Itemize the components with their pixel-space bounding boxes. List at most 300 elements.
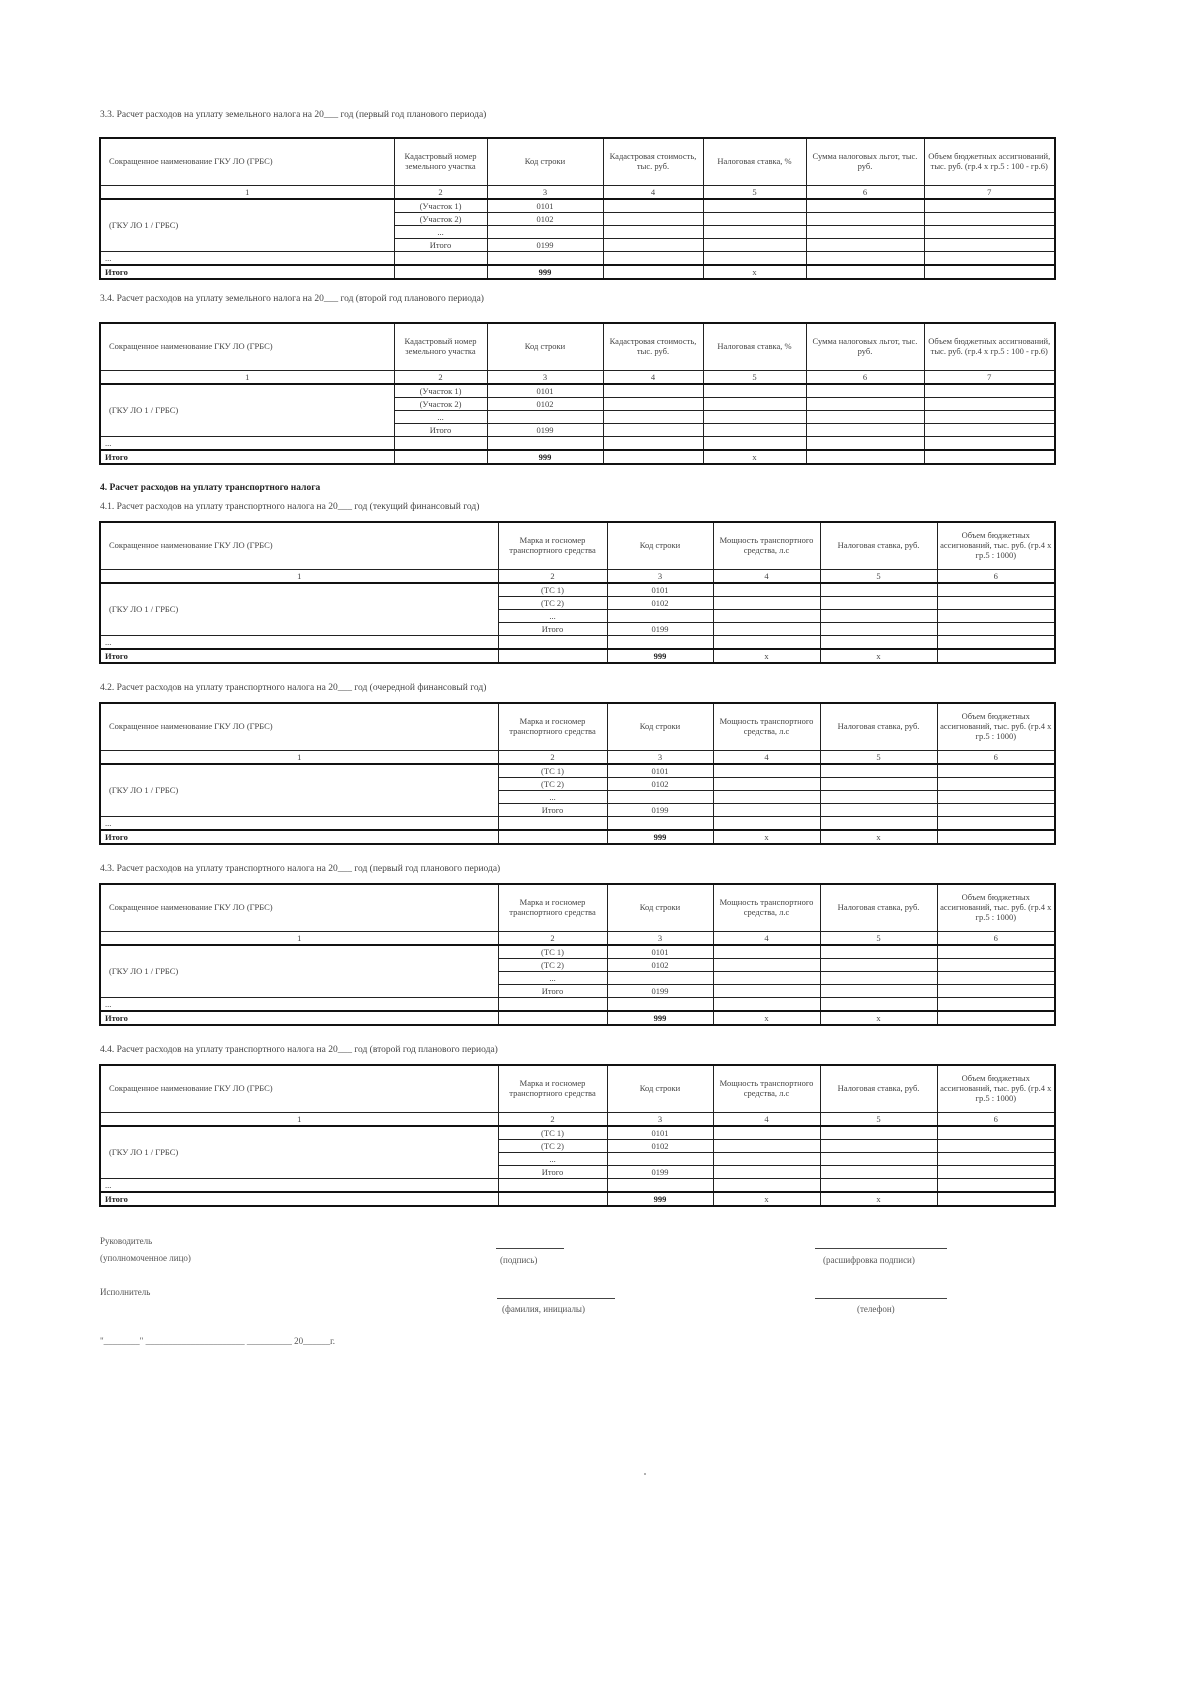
total-label: Итого <box>100 1192 498 1206</box>
col-number: 7 <box>924 186 1055 200</box>
empty-cell <box>703 411 806 424</box>
empty-cell <box>806 239 924 252</box>
col-number: 1 <box>100 1113 498 1127</box>
row-code <box>487 411 603 424</box>
section-4-1-heading: 4.1. Расчет расходов на уплату транспортного налога на 20___ год (текущий финансовый год) <box>100 502 480 512</box>
empty-cell <box>603 411 703 424</box>
signature-caption: (подпись) <box>500 1255 538 1265</box>
empty-cell <box>820 985 937 998</box>
empty-cell <box>713 945 820 959</box>
plot-name: ... <box>394 411 487 424</box>
row-code: 0102 <box>607 597 713 610</box>
transport-tax-table-4-1 <box>99 521 1056 664</box>
empty-cell <box>820 623 937 636</box>
empty-cell <box>937 778 1055 791</box>
header-row-code: Код строки <box>607 703 713 751</box>
subtotal-code: 0199 <box>607 1166 713 1179</box>
empty-cell <box>820 583 937 597</box>
col-number: 5 <box>703 186 806 200</box>
org-name-cell: (ГКУ ЛО 1 / ГРБС) <box>100 199 394 252</box>
empty-cell <box>937 1179 1055 1193</box>
empty-cell <box>820 804 937 817</box>
ellipsis-row: ... <box>100 998 498 1012</box>
header-budget-allocation: Объем бюджетных ассигнований, тыс. руб. (гр.4 х гр.5 : 1000) <box>937 703 1055 751</box>
empty-cell <box>820 998 937 1012</box>
total-code: 999 <box>607 1192 713 1206</box>
header-tax-rate: Налоговая ставка, % <box>703 138 806 186</box>
empty-cell <box>937 985 1055 998</box>
empty-cell <box>498 998 607 1012</box>
vehicle-name: ... <box>498 1153 607 1166</box>
empty-cell <box>713 985 820 998</box>
empty-cell <box>820 791 937 804</box>
row-code: 0101 <box>607 1126 713 1140</box>
col-number: 1 <box>100 932 498 946</box>
vehicle-name: ... <box>498 972 607 985</box>
empty-cell <box>937 804 1055 817</box>
empty-cell <box>820 817 937 831</box>
org-name-cell: (ГКУ ЛО 1 / ГРБС) <box>100 384 394 437</box>
empty-cell <box>713 1140 820 1153</box>
empty-cell <box>937 583 1055 597</box>
row-code: 0101 <box>607 583 713 597</box>
empty-cell <box>937 636 1055 650</box>
empty-cell <box>713 1166 820 1179</box>
col-number: 6 <box>937 1113 1055 1127</box>
empty-cell <box>603 213 703 226</box>
empty-cell <box>607 1179 713 1193</box>
transport-tax-table-4-2 <box>99 702 1056 845</box>
header-vehicle: Марка и госномер транспортного средства <box>498 522 607 570</box>
vehicle-name: (ТС 2) <box>498 597 607 610</box>
head-label: Руководитель <box>100 1236 153 1246</box>
empty-cell <box>924 265 1055 279</box>
empty-cell <box>806 411 924 424</box>
header-org-name: Сокращенное наименование ГКУ ЛО (ГРБС) <box>100 323 394 371</box>
empty-cell <box>820 1140 937 1153</box>
empty-cell <box>713 636 820 650</box>
empty-cell <box>713 998 820 1012</box>
col-number: 2 <box>498 1113 607 1127</box>
row-code: 0102 <box>487 213 603 226</box>
empty-cell <box>713 817 820 831</box>
vehicle-name: (ТС 2) <box>498 959 607 972</box>
col-number: 1 <box>100 570 498 584</box>
empty-cell <box>924 213 1055 226</box>
header-power: Мощность транспортного средства, л.с <box>713 703 820 751</box>
header-cadastral-value: Кадастровая стоимость, тыс. руб. <box>603 323 703 371</box>
empty-cell <box>713 610 820 623</box>
empty-cell <box>806 450 924 464</box>
empty-cell <box>937 623 1055 636</box>
section-3-3-heading: 3.3. Расчет расходов на уплату земельного налога на 20___ год (первый год планового периода) <box>100 110 487 120</box>
subtotal-label: Итого <box>394 424 487 437</box>
empty-cell <box>820 636 937 650</box>
empty-cell <box>924 199 1055 213</box>
col-number: 5 <box>820 751 937 765</box>
empty-cell <box>603 265 703 279</box>
total-label: Итого <box>100 649 498 663</box>
header-vehicle: Марка и госномер транспортного средства <box>498 1065 607 1113</box>
col-number: 2 <box>498 751 607 765</box>
header-row-code: Код строки <box>487 138 603 186</box>
total-label: Итого <box>100 450 394 464</box>
land-tax-table-3-3 <box>99 137 1056 280</box>
col-number: 3 <box>607 570 713 584</box>
row-code <box>607 610 713 623</box>
total-label: Итого <box>100 830 498 844</box>
header-cadastral-value: Кадастровая стоимость, тыс. руб. <box>603 138 703 186</box>
row-code: 0102 <box>607 959 713 972</box>
empty-cell <box>498 817 607 831</box>
subtotal-code: 0199 <box>487 239 603 252</box>
section-4-4-heading: 4.4. Расчет расходов на уплату транспортного налога на 20___ год (второй год планового периода) <box>100 1045 498 1055</box>
name-caption: (фамилия, инициалы) <box>502 1304 585 1314</box>
col-number: 6 <box>806 186 924 200</box>
empty-cell <box>603 239 703 252</box>
empty-cell <box>820 597 937 610</box>
empty-cell <box>924 450 1055 464</box>
empty-cell <box>937 972 1055 985</box>
col-number: 6 <box>937 932 1055 946</box>
total-code: 999 <box>607 830 713 844</box>
empty-cell <box>937 1140 1055 1153</box>
land-tax-table-3-4 <box>99 322 1056 465</box>
signature-line <box>496 1248 564 1249</box>
empty-cell <box>820 959 937 972</box>
vehicle-name: (ТС 2) <box>498 1140 607 1153</box>
subtotal-code: 0199 <box>607 985 713 998</box>
empty-cell <box>937 1166 1055 1179</box>
empty-cell <box>806 384 924 398</box>
empty-cell <box>820 945 937 959</box>
empty-cell <box>713 597 820 610</box>
empty-cell <box>713 791 820 804</box>
empty-cell <box>703 437 806 451</box>
empty-cell <box>703 239 806 252</box>
header-cadastral-number: Кадастровый номер земельного участка <box>394 323 487 371</box>
row-code <box>607 972 713 985</box>
header-tax-rate: Налоговая ставка, руб. <box>820 703 937 751</box>
col-number: 3 <box>607 751 713 765</box>
subtotal-label: Итого <box>498 623 607 636</box>
date-line: "________" ______________________ __________ 20______г. <box>100 1336 336 1346</box>
header-tax-rate: Налоговая ставка, % <box>703 323 806 371</box>
empty-cell <box>703 213 806 226</box>
total-x-marker: x <box>713 830 820 844</box>
empty-cell <box>820 1179 937 1193</box>
total-x-marker: x <box>713 1192 820 1206</box>
empty-cell <box>937 945 1055 959</box>
total-code: 999 <box>487 265 603 279</box>
empty-cell <box>820 972 937 985</box>
plot-name: (Участок 1) <box>394 199 487 213</box>
empty-cell <box>806 437 924 451</box>
header-budget-allocation: Объем бюджетных ассигнований, тыс. руб. (гр.4 х гр.5 : 1000) <box>937 522 1055 570</box>
col-number: 1 <box>100 186 394 200</box>
empty-cell <box>820 1166 937 1179</box>
col-number: 4 <box>713 932 820 946</box>
col-number: 3 <box>607 932 713 946</box>
empty-cell <box>937 1126 1055 1140</box>
total-code: 999 <box>607 649 713 663</box>
section-4-3-heading: 4.3. Расчет расходов на уплату транспортного налога на 20___ год (первый год планового периода) <box>100 864 501 874</box>
org-name-cell: (ГКУ ЛО 1 / ГРБС) <box>100 1126 498 1179</box>
empty-cell <box>937 764 1055 778</box>
empty-cell <box>806 226 924 239</box>
plot-name: (Участок 2) <box>394 398 487 411</box>
empty-cell <box>937 998 1055 1012</box>
section-3-4-heading: 3.4. Расчет расходов на уплату земельного налога на 20___ год (второй год планового периода) <box>100 294 484 304</box>
col-number: 3 <box>487 186 603 200</box>
header-budget-allocation: Объем бюджетных ассигнований, тыс. руб. (гр.4 х гр.5 : 1000) <box>937 884 1055 932</box>
decoding-caption: (расшифровка подписи) <box>823 1255 915 1265</box>
empty-cell <box>713 764 820 778</box>
empty-cell <box>924 252 1055 266</box>
empty-cell <box>806 199 924 213</box>
empty-cell <box>820 778 937 791</box>
row-code <box>607 791 713 804</box>
header-budget-allocation: Объем бюджетных ассигнований, тыс. руб. (гр.4 х гр.5 : 100 - гр.6) <box>924 323 1055 371</box>
subtotal-label: Итого <box>498 985 607 998</box>
section-4-2-heading: 4.2. Расчет расходов на уплату транспортного налога на 20___ год (очередной финансовый год) <box>100 683 487 693</box>
total-x-marker: x <box>713 649 820 663</box>
header-org-name: Сокращенное наименование ГКУ ЛО (ГРБС) <box>100 522 498 570</box>
col-number: 4 <box>603 186 703 200</box>
empty-cell <box>713 1126 820 1140</box>
empty-cell <box>703 226 806 239</box>
empty-cell <box>607 998 713 1012</box>
empty-cell <box>937 1192 1055 1206</box>
row-code <box>607 1153 713 1166</box>
empty-cell <box>603 424 703 437</box>
empty-cell <box>394 450 487 464</box>
col-number: 2 <box>394 186 487 200</box>
col-number: 2 <box>498 570 607 584</box>
org-name-cell: (ГКУ ЛО 1 / ГРБС) <box>100 764 498 817</box>
empty-cell <box>603 384 703 398</box>
empty-cell <box>806 252 924 266</box>
empty-cell <box>937 597 1055 610</box>
vehicle-name: (ТС 1) <box>498 583 607 597</box>
vehicle-name: (ТС 2) <box>498 778 607 791</box>
empty-cell <box>603 199 703 213</box>
empty-cell <box>713 1153 820 1166</box>
header-row-code: Код строки <box>607 1065 713 1113</box>
plot-name: (Участок 1) <box>394 384 487 398</box>
decoding-line <box>815 1248 947 1249</box>
transport-tax-table-4-4 <box>99 1064 1056 1207</box>
empty-cell <box>937 1153 1055 1166</box>
empty-cell <box>924 424 1055 437</box>
empty-cell <box>806 265 924 279</box>
header-vehicle: Марка и госномер транспортного средства <box>498 884 607 932</box>
empty-cell <box>498 1011 607 1025</box>
empty-cell <box>924 384 1055 398</box>
empty-cell <box>607 817 713 831</box>
empty-cell <box>937 649 1055 663</box>
col-number: 7 <box>924 371 1055 385</box>
col-number: 4 <box>713 570 820 584</box>
col-number: 5 <box>703 371 806 385</box>
empty-cell <box>924 411 1055 424</box>
header-row-code: Код строки <box>607 884 713 932</box>
empty-cell <box>937 610 1055 623</box>
empty-cell <box>394 437 487 451</box>
total-x-marker: x <box>703 450 806 464</box>
empty-cell <box>713 583 820 597</box>
head-sublabel: (уполномоченное лицо) <box>100 1253 191 1263</box>
empty-cell <box>820 1153 937 1166</box>
header-org-name: Сокращенное наименование ГКУ ЛО (ГРБС) <box>100 1065 498 1113</box>
empty-cell <box>806 398 924 411</box>
empty-cell <box>498 1179 607 1193</box>
header-tax-rate: Налоговая ставка, руб. <box>820 522 937 570</box>
empty-cell <box>713 1179 820 1193</box>
row-code: 0101 <box>487 384 603 398</box>
empty-cell <box>703 398 806 411</box>
scan-speck <box>644 1473 646 1475</box>
ellipsis-row: ... <box>100 817 498 831</box>
empty-cell <box>703 384 806 398</box>
total-x-marker: x <box>703 265 806 279</box>
empty-cell <box>487 437 603 451</box>
vehicle-name: (ТС 1) <box>498 1126 607 1140</box>
empty-cell <box>820 610 937 623</box>
row-code: 0101 <box>607 764 713 778</box>
empty-cell <box>924 239 1055 252</box>
empty-cell <box>498 636 607 650</box>
col-number: 3 <box>487 371 603 385</box>
header-tax-rate: Налоговая ставка, руб. <box>820 1065 937 1113</box>
total-label: Итого <box>100 1011 498 1025</box>
total-x-marker: x <box>820 830 937 844</box>
subtotal-code: 0199 <box>607 804 713 817</box>
subtotal-label: Итого <box>394 239 487 252</box>
col-number: 1 <box>100 371 394 385</box>
empty-cell <box>806 424 924 437</box>
empty-cell <box>713 804 820 817</box>
total-x-marker: x <box>820 1011 937 1025</box>
empty-cell <box>713 959 820 972</box>
header-org-name: Сокращенное наименование ГКУ ЛО (ГРБС) <box>100 138 394 186</box>
col-number: 2 <box>498 932 607 946</box>
total-x-marker: x <box>820 1192 937 1206</box>
col-number: 4 <box>603 371 703 385</box>
empty-cell <box>603 252 703 266</box>
section-4-heading: 4. Расчет расходов на уплату транспортного налога <box>100 483 321 493</box>
empty-cell <box>820 1126 937 1140</box>
row-code <box>487 226 603 239</box>
col-number: 6 <box>937 751 1055 765</box>
total-code: 999 <box>487 450 603 464</box>
total-x-marker: x <box>713 1011 820 1025</box>
subtotal-code: 0199 <box>487 424 603 437</box>
header-budget-allocation: Объем бюджетных ассигнований, тыс. руб. (гр.4 х гр.5 : 1000) <box>937 1065 1055 1113</box>
empty-cell <box>937 830 1055 844</box>
empty-cell <box>713 778 820 791</box>
ellipsis-row: ... <box>100 1179 498 1193</box>
vehicle-name: (ТС 1) <box>498 945 607 959</box>
empty-cell <box>498 649 607 663</box>
empty-cell <box>603 437 703 451</box>
ellipsis-row: ... <box>100 636 498 650</box>
col-number: 6 <box>806 371 924 385</box>
phone-caption: (телефон) <box>857 1304 895 1314</box>
header-tax-rate: Налоговая ставка, руб. <box>820 884 937 932</box>
empty-cell <box>607 636 713 650</box>
header-budget-allocation: Объем бюджетных ассигнований, тыс. руб. (гр.4 х гр.5 : 100 - гр.6) <box>924 138 1055 186</box>
header-power: Мощность транспортного средства, л.с <box>713 522 820 570</box>
plot-name: ... <box>394 226 487 239</box>
plot-name: (Участок 2) <box>394 213 487 226</box>
row-code: 0102 <box>607 1140 713 1153</box>
empty-cell <box>937 791 1055 804</box>
ellipsis-row: ... <box>100 252 394 266</box>
empty-cell <box>603 226 703 239</box>
col-number: 1 <box>100 751 498 765</box>
col-number: 5 <box>820 932 937 946</box>
executor-label: Исполнитель <box>100 1287 151 1297</box>
empty-cell <box>937 1011 1055 1025</box>
empty-cell <box>703 424 806 437</box>
subtotal-label: Итого <box>498 804 607 817</box>
empty-cell <box>937 959 1055 972</box>
row-code: 0101 <box>487 199 603 213</box>
row-code: 0102 <box>487 398 603 411</box>
header-tax-benefits: Сумма налоговых льгот, тыс. руб. <box>806 138 924 186</box>
col-number: 4 <box>713 751 820 765</box>
col-number: 5 <box>820 1113 937 1127</box>
vehicle-name: ... <box>498 791 607 804</box>
empty-cell <box>924 226 1055 239</box>
col-number: 3 <box>607 1113 713 1127</box>
phone-line <box>815 1298 947 1299</box>
subtotal-code: 0199 <box>607 623 713 636</box>
total-code: 999 <box>607 1011 713 1025</box>
empty-cell <box>487 252 603 266</box>
header-org-name: Сокращенное наименование ГКУ ЛО (ГРБС) <box>100 703 498 751</box>
header-row-code: Код строки <box>487 323 603 371</box>
row-code: 0101 <box>607 945 713 959</box>
col-number: 2 <box>394 371 487 385</box>
col-number: 6 <box>937 570 1055 584</box>
total-x-marker: x <box>820 649 937 663</box>
empty-cell <box>713 972 820 985</box>
header-power: Мощность транспортного средства, л.с <box>713 1065 820 1113</box>
empty-cell <box>713 623 820 636</box>
empty-cell <box>603 398 703 411</box>
header-cadastral-number: Кадастровый номер земельного участка <box>394 138 487 186</box>
header-vehicle: Марка и госномер транспортного средства <box>498 703 607 751</box>
empty-cell <box>394 252 487 266</box>
vehicle-name: ... <box>498 610 607 623</box>
header-row-code: Код строки <box>607 522 713 570</box>
subtotal-label: Итого <box>498 1166 607 1179</box>
col-number: 4 <box>713 1113 820 1127</box>
name-line <box>497 1298 615 1299</box>
row-code: 0102 <box>607 778 713 791</box>
header-org-name: Сокращенное наименование ГКУ ЛО (ГРБС) <box>100 884 498 932</box>
org-name-cell: (ГКУ ЛО 1 / ГРБС) <box>100 945 498 998</box>
empty-cell <box>498 830 607 844</box>
empty-cell <box>806 213 924 226</box>
ellipsis-row: ... <box>100 437 394 451</box>
empty-cell <box>820 764 937 778</box>
empty-cell <box>603 450 703 464</box>
empty-cell <box>703 252 806 266</box>
empty-cell <box>937 817 1055 831</box>
